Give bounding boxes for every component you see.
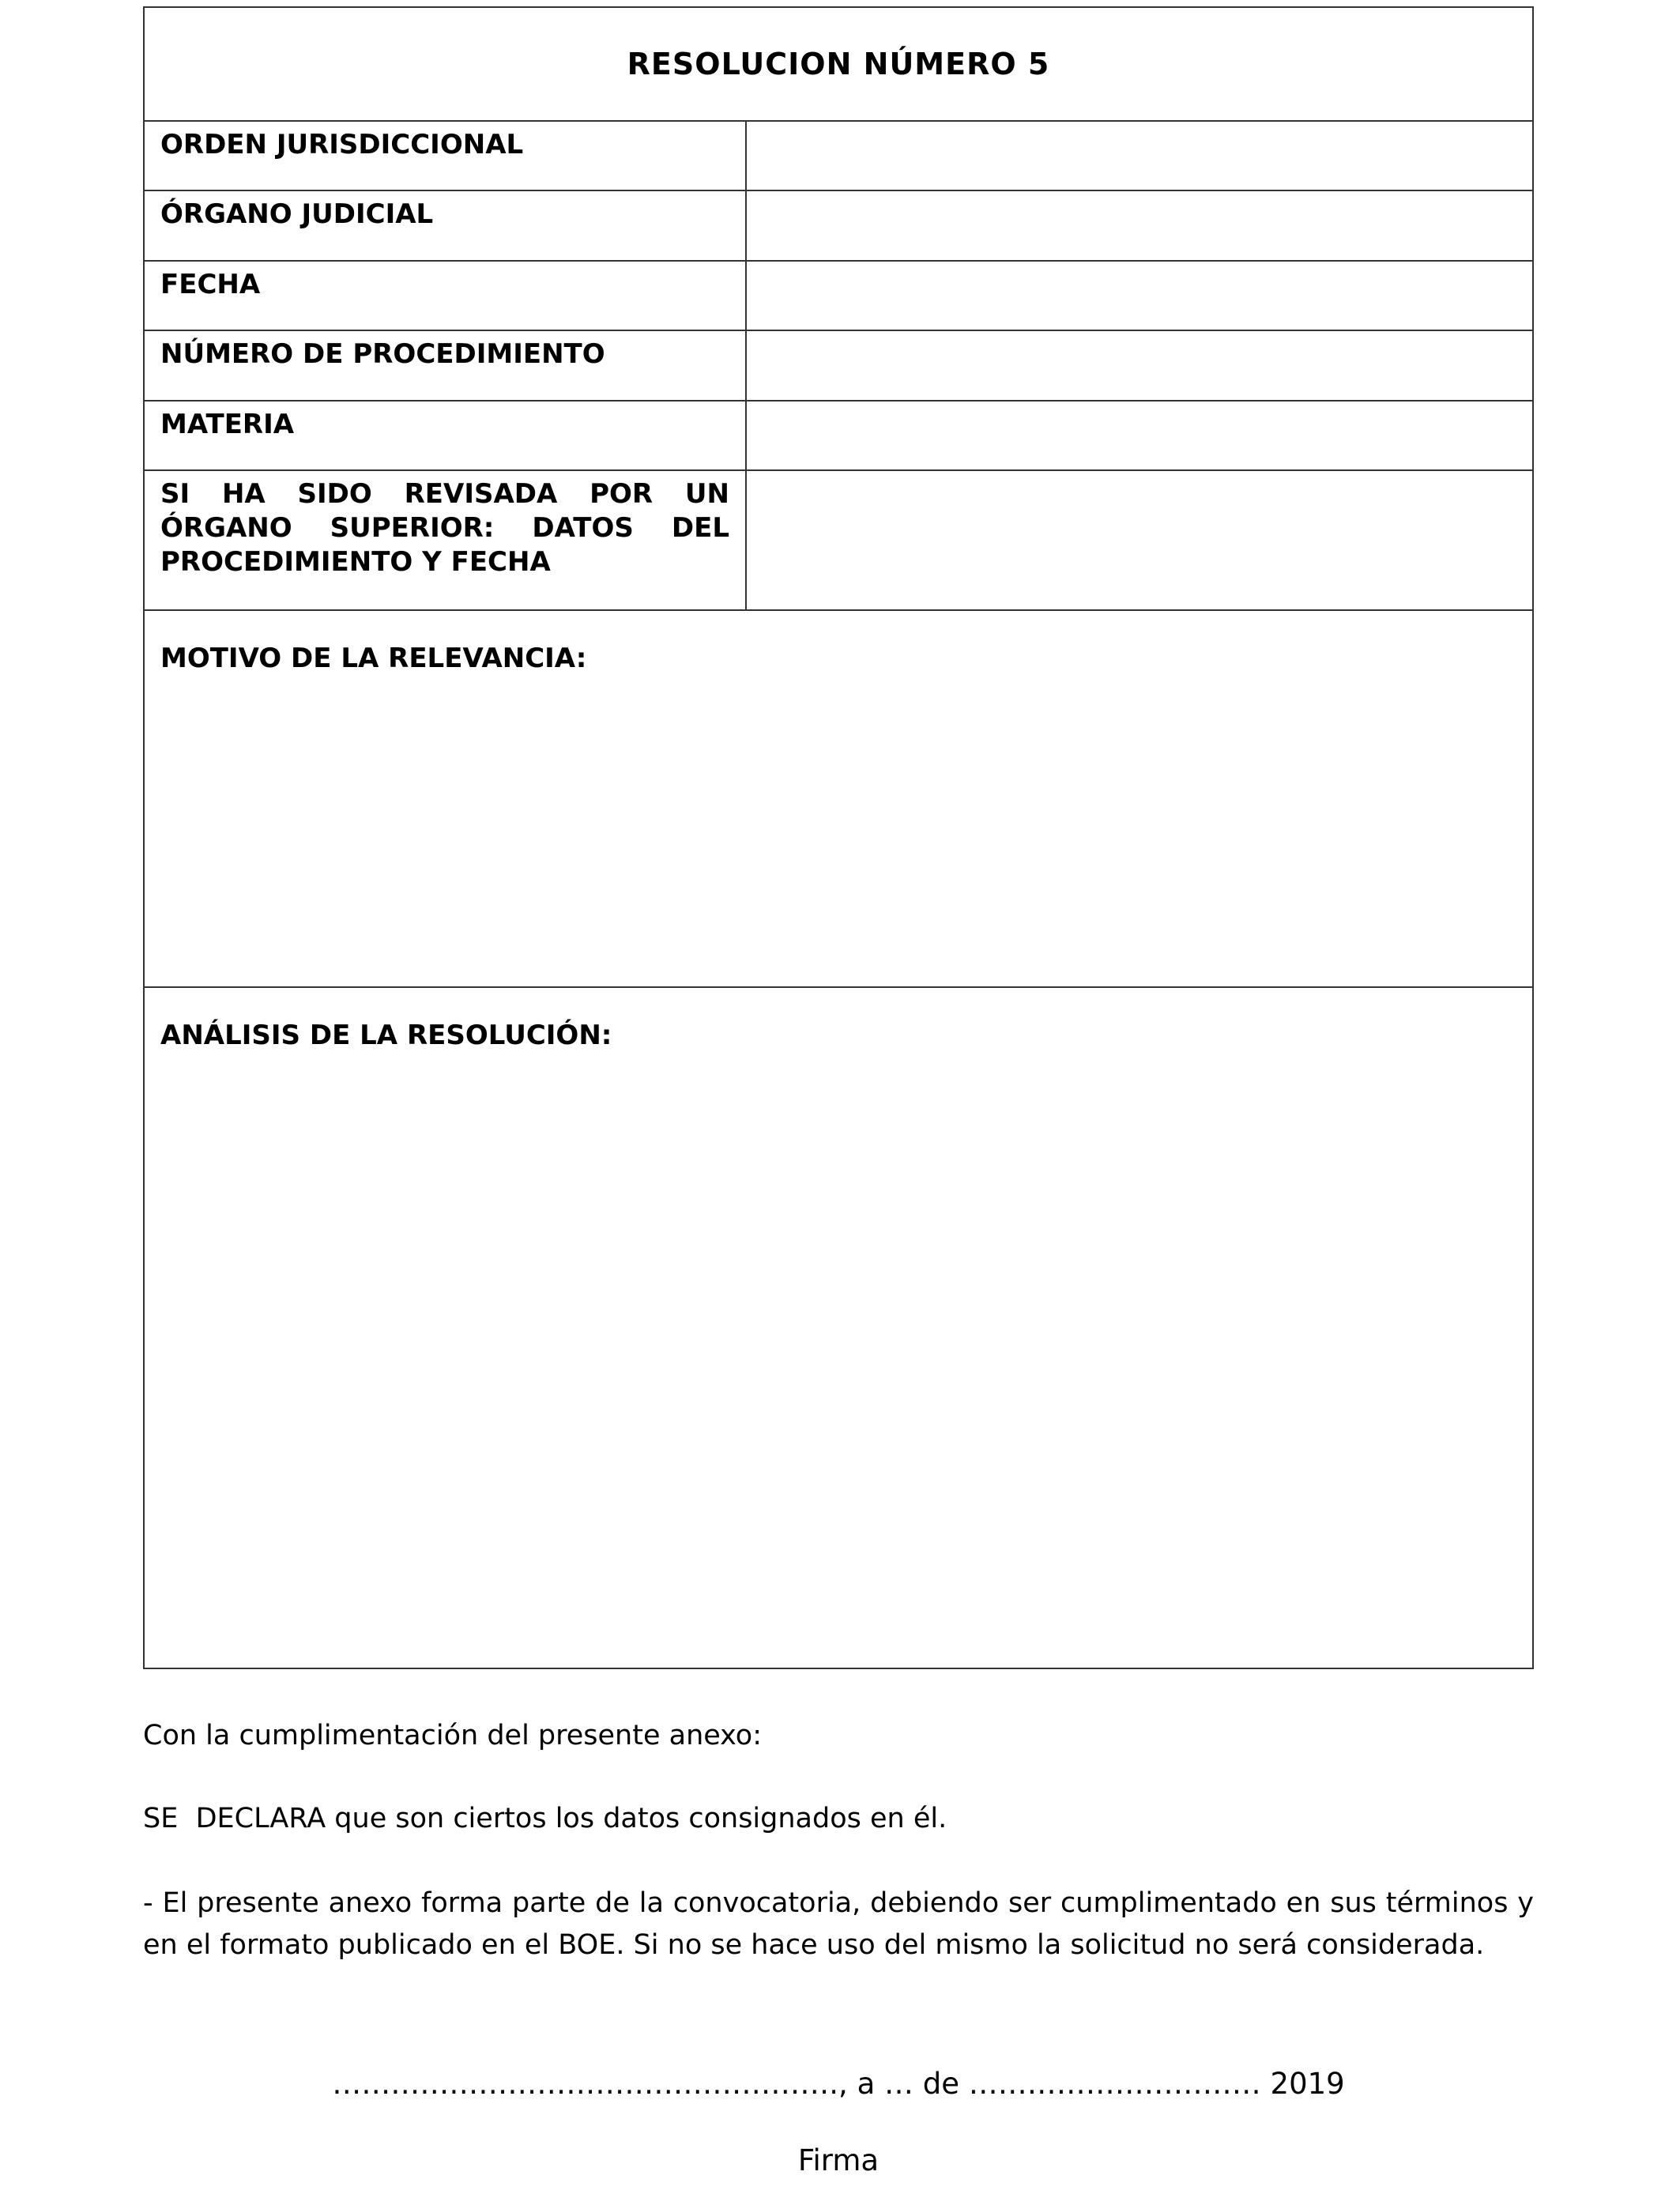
analisis-resolucion-field[interactable] — [160, 1075, 1516, 1660]
field-row-orden-jurisdiccional — [145, 122, 1532, 191]
revision-superior-field[interactable] — [747, 471, 1532, 609]
signature-label: Firma — [797, 2143, 880, 2177]
field-label: MATERIA — [145, 401, 747, 469]
field-label: ORDEN JURISDICCIONAL — [145, 122, 747, 190]
declaration-intro: Con la cumplimentación del presente anexo: — [143, 1720, 763, 1751]
motivo-relevancia-field[interactable] — [160, 698, 1516, 978]
numero-procedimiento-field[interactable] — [747, 331, 1532, 400]
field-row-materia — [145, 401, 1532, 471]
declaration-statement: SE DECLARA que son ciertos los datos consignados en él. — [143, 1803, 947, 1834]
section-label: ANÁLISIS DE LA RESOLUCIÓN: — [160, 1020, 612, 1051]
form-title: RESOLUCION NÚMERO 5 — [145, 8, 1532, 122]
section-label: MOTIVO DE LA RELEVANCIA: — [160, 643, 587, 674]
field-label: NÚMERO DE PROCEDIMIENTO — [145, 331, 747, 400]
place-date-line: ……………………………………………., a … de ………………………… 2019 — [332, 2067, 1345, 2101]
orden-jurisdiccional-field[interactable] — [747, 122, 1532, 190]
field-row-organo-judicial — [145, 191, 1532, 262]
field-row-numero-procedimiento — [145, 331, 1532, 401]
field-label: SI HA SIDO REVISADA POR UN ÓRGANO SUPERIOR: DATOS DEL PROCEDIMIENTO Y FECHA — [145, 471, 747, 609]
fecha-field[interactable] — [747, 262, 1532, 330]
materia-field[interactable] — [747, 401, 1532, 469]
organo-judicial-field[interactable] — [747, 191, 1532, 260]
field-label: FECHA — [145, 262, 747, 330]
analisis-resolucion-section — [145, 988, 1532, 1668]
motivo-relevancia-section — [145, 611, 1532, 988]
declaration-note: - El presente anexo forma parte de la convocatoria, debiendo ser cumplimentado en sus términos y en el formato publicado en el BOE. Si no se hace uso del mismo la solicitud no será considerada. — [143, 1887, 1534, 1961]
field-row-revision-superior — [145, 471, 1532, 611]
resolution-form-table — [143, 6, 1534, 1669]
field-label: ÓRGANO JUDICIAL — [145, 191, 747, 260]
field-row-fecha — [145, 262, 1532, 331]
